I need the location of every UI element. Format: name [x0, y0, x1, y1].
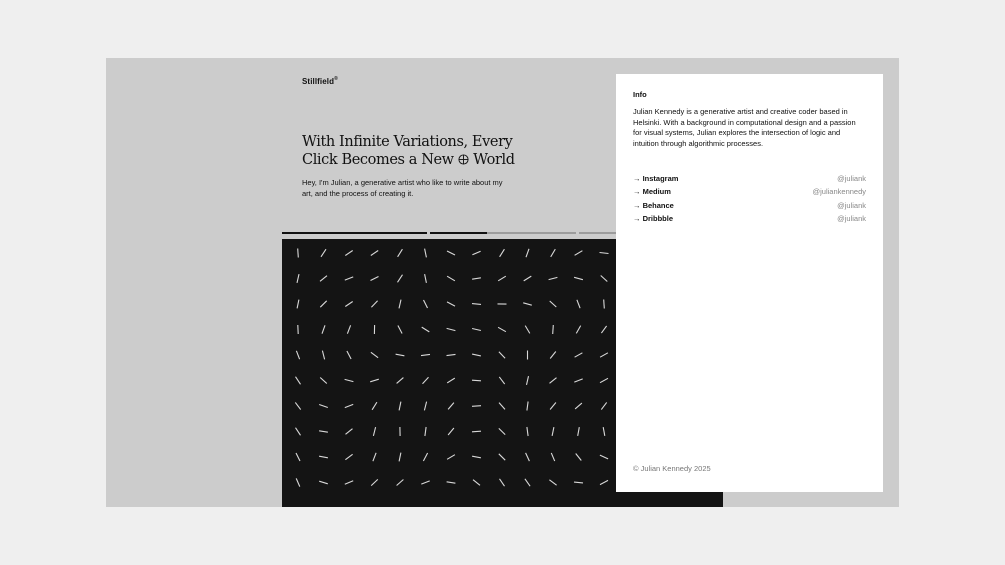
art-stroke	[500, 479, 505, 486]
art-stroke	[373, 427, 375, 436]
art-stroke	[319, 405, 328, 408]
art-stroke	[577, 300, 580, 308]
art-stroke	[422, 327, 430, 332]
art-stroke	[447, 455, 455, 460]
art-stroke	[472, 251, 480, 255]
art-stroke	[424, 402, 426, 411]
art-stroke	[347, 325, 350, 333]
art-stroke	[575, 353, 583, 357]
art-stroke	[472, 380, 481, 381]
art-stroke	[399, 453, 401, 462]
art-stroke	[527, 427, 528, 436]
art-stroke	[574, 379, 582, 382]
art-stroke	[550, 403, 556, 410]
link-medium[interactable]	[633, 185, 866, 198]
link-handle: @juliank	[837, 200, 866, 210]
art-stroke	[525, 479, 530, 486]
art-stroke	[347, 351, 351, 359]
art-stroke	[603, 427, 605, 436]
art-stroke	[601, 276, 608, 282]
art-stroke	[397, 480, 404, 486]
art-stroke	[320, 301, 326, 307]
art-stroke	[370, 379, 379, 382]
art-stroke	[473, 480, 480, 486]
art-stroke	[424, 300, 428, 308]
art-stroke	[320, 276, 327, 282]
art-stroke	[550, 301, 557, 307]
art-stroke	[600, 353, 608, 357]
art-stroke	[398, 249, 403, 257]
art-stroke	[345, 404, 353, 407]
art-stroke	[447, 482, 456, 483]
art-stroke	[578, 427, 580, 436]
art-stroke	[322, 325, 325, 333]
art-stroke	[425, 274, 427, 283]
art-stroke	[472, 431, 481, 432]
link-label: → Instagram	[633, 174, 679, 184]
art-stroke	[498, 276, 506, 281]
art-stroke	[553, 325, 554, 334]
art-stroke	[371, 277, 379, 281]
art-stroke	[447, 302, 455, 306]
art-stroke	[526, 249, 529, 257]
headline-line-1: With Infinite Variations, Every	[302, 134, 513, 150]
art-stroke	[574, 482, 583, 483]
art-stroke	[398, 275, 403, 283]
art-stroke	[319, 431, 328, 432]
art-stroke	[396, 354, 405, 356]
link-handle: @juliankennedy	[812, 187, 866, 197]
art-stroke	[525, 326, 530, 334]
link-dribbble[interactable]	[633, 212, 866, 225]
headline-line-2-post: World	[473, 152, 515, 168]
art-stroke	[499, 377, 504, 384]
art-stroke	[527, 402, 528, 411]
art-stroke	[371, 301, 377, 307]
art-stroke	[472, 278, 481, 279]
art-stroke	[575, 403, 582, 409]
art-stroke	[372, 402, 377, 410]
art-stroke	[425, 249, 427, 258]
art-stroke	[421, 354, 430, 355]
art-stroke	[296, 478, 300, 486]
art-stroke	[298, 249, 299, 258]
art-stroke	[574, 277, 583, 279]
social-links	[633, 172, 866, 225]
art-stroke	[371, 352, 378, 357]
art-stroke	[345, 454, 352, 459]
art-stroke	[550, 378, 557, 384]
link-handle: @juliank	[837, 174, 866, 184]
art-stroke	[322, 351, 324, 360]
art-stroke	[423, 377, 429, 384]
art-stroke	[499, 403, 505, 410]
art-stroke	[472, 329, 481, 331]
art-stroke	[549, 277, 558, 279]
art-stroke	[296, 351, 299, 359]
art-stroke	[604, 300, 605, 309]
art-stroke	[576, 326, 580, 334]
link-label: → Dribbble	[633, 214, 674, 224]
art-stroke	[297, 300, 299, 309]
art-stroke	[551, 249, 556, 257]
globe-icon	[458, 154, 469, 165]
hero-headline	[302, 133, 532, 169]
art-stroke	[600, 480, 608, 484]
art-stroke	[421, 481, 429, 484]
art-stroke	[345, 302, 352, 307]
art-stroke	[601, 326, 606, 333]
art-stroke	[296, 377, 301, 385]
art-stroke	[499, 454, 505, 460]
info-title: Info	[633, 90, 647, 99]
art-stroke	[600, 455, 608, 459]
art-stroke	[320, 378, 327, 384]
art-stroke	[526, 453, 530, 461]
art-stroke	[549, 480, 556, 485]
link-instagram[interactable]	[633, 172, 866, 185]
art-stroke	[345, 379, 354, 381]
art-stroke	[472, 304, 481, 305]
art-stroke	[498, 327, 506, 331]
art-stroke	[319, 456, 328, 458]
art-stroke	[575, 251, 583, 256]
art-stroke	[447, 276, 455, 281]
link-label: → Medium	[633, 187, 671, 197]
art-stroke	[345, 251, 352, 256]
hero-intro: Hey, I'm Julian, a generative artist who like to write about my art, and the process of creating it.	[302, 178, 503, 198]
art-stroke	[399, 402, 401, 411]
art-stroke	[472, 354, 481, 356]
art-stroke	[576, 454, 582, 461]
art-stroke	[550, 352, 556, 359]
art-stroke	[448, 403, 454, 410]
art-stroke	[397, 378, 404, 384]
art-stroke	[371, 479, 378, 485]
art-stroke	[321, 249, 326, 257]
art-stroke	[296, 428, 301, 436]
art-stroke	[346, 429, 353, 435]
art-stroke	[552, 427, 554, 436]
link-behance[interactable]	[633, 199, 866, 212]
art-stroke	[472, 406, 481, 407]
link-label: → Behance	[633, 200, 674, 210]
art-stroke	[447, 251, 455, 255]
art-stroke	[499, 428, 505, 434]
art-stroke	[345, 277, 353, 280]
art-stroke	[527, 376, 529, 385]
art-stroke	[523, 303, 532, 305]
art-stroke	[447, 328, 456, 330]
art-stroke	[297, 274, 299, 283]
art-stroke	[371, 251, 378, 256]
art-stroke	[551, 453, 554, 461]
brand-logo[interactable]: Stillfield®	[302, 76, 338, 86]
art-stroke	[600, 253, 609, 254]
art-stroke	[499, 352, 505, 359]
art-stroke	[448, 428, 454, 435]
link-handle: @juliank	[837, 214, 866, 224]
art-stroke	[295, 402, 300, 409]
art-stroke	[447, 378, 455, 383]
headline-line-2-pre: Click Becomes a New	[302, 152, 454, 168]
art-stroke	[524, 276, 532, 281]
progress-segment-1[interactable]	[282, 232, 427, 234]
copyright-footer: © Julian Kennedy 2025	[633, 464, 711, 473]
art-stroke	[447, 354, 456, 355]
art-stroke	[601, 402, 606, 409]
art-stroke	[423, 453, 427, 461]
art-stroke	[373, 453, 376, 461]
art-stroke	[500, 249, 505, 257]
info-bio: Julian Kennedy is a generative artist and creative coder based in Helsinki. With a background in computational design and a passion for visual systems, Julian explores the intersection of logic and intuition through algorithmic processes.	[633, 107, 856, 148]
art-stroke	[425, 427, 426, 436]
progress-segment-2[interactable]	[430, 232, 576, 234]
art-stroke	[345, 481, 353, 484]
info-panel	[616, 74, 883, 492]
art-stroke	[399, 300, 401, 309]
art-stroke	[319, 481, 328, 484]
art-stroke	[472, 456, 481, 458]
art-stroke	[398, 326, 402, 334]
art-stroke	[600, 378, 608, 382]
art-stroke	[296, 453, 300, 461]
